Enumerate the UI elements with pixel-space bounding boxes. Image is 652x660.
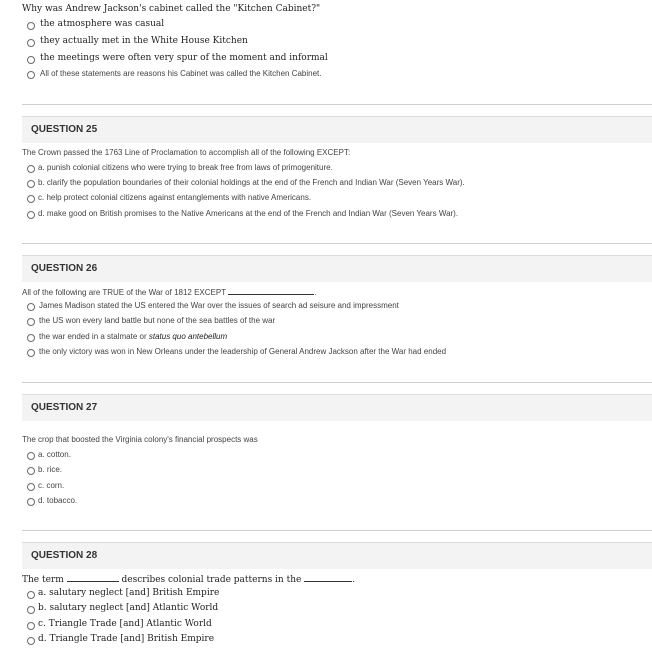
question-prompt xyxy=(22,574,355,585)
radio-button[interactable] xyxy=(27,334,35,342)
question-number: QUESTION 28 xyxy=(31,550,98,561)
option-label[interactable]: a. salutary neglect [and] British Empire xyxy=(38,588,220,598)
option-label[interactable]: d. Triangle Trade [and] British Empire xyxy=(38,634,215,644)
divider xyxy=(22,530,652,531)
divider xyxy=(22,104,652,105)
prompt-text: The term xyxy=(22,575,64,585)
divider xyxy=(22,243,652,244)
radio-button[interactable] xyxy=(27,211,35,219)
option-label[interactable]: c. Triangle Trade [and] Atlantic World xyxy=(38,619,212,629)
prompt-end: . xyxy=(352,575,356,585)
question-prompt: Why was Andrew Jackson's cabinet called the "Kitchen Cabinet?" xyxy=(22,4,321,14)
question-prompt: The Crown passed the 1763 Line of Proclamation to accomplish all of the following EXCEPT: xyxy=(22,148,351,157)
radio-button[interactable] xyxy=(27,22,35,30)
radio-button[interactable] xyxy=(27,165,35,173)
radio-button[interactable] xyxy=(27,349,35,357)
option-label[interactable]: d. tobacco. xyxy=(38,496,78,505)
option-label[interactable]: James Madison stated the US entered the War over the issues of search ad seisure and impressment xyxy=(39,301,399,310)
radio-button[interactable] xyxy=(27,606,35,614)
option-label[interactable]: c. corn. xyxy=(38,481,65,490)
radio-button[interactable] xyxy=(27,452,35,460)
option-label[interactable]: b. clarify the population boundaries of their colonial holdings at the end of the French and Indian War (Seven Years War). xyxy=(38,178,465,187)
question-header xyxy=(22,116,652,143)
option-label[interactable] xyxy=(39,332,227,341)
radio-button[interactable] xyxy=(27,195,35,203)
answer-blank xyxy=(304,574,352,582)
radio-button[interactable] xyxy=(27,591,35,599)
option-italic-text: status quo antebellum xyxy=(148,332,228,341)
option-label[interactable]: the meetings were often very spur of the moment and informal xyxy=(40,53,328,63)
radio-button[interactable] xyxy=(27,467,35,475)
prompt-text: All of the following are TRUE of the War of 1812 EXCEPT xyxy=(22,288,226,297)
question-number: QUESTION 26 xyxy=(31,263,98,274)
option-label[interactable]: the only victory was won in New Orleans under the leadership of General Andrew Jackson after the War had ended xyxy=(39,347,447,356)
radio-button[interactable] xyxy=(27,71,35,79)
option-label[interactable]: b. salutary neglect [and] Atlantic World xyxy=(38,603,219,613)
question-header xyxy=(22,255,652,282)
radio-button[interactable] xyxy=(27,56,35,64)
radio-button[interactable] xyxy=(27,303,35,311)
option-label[interactable]: All of these statements are reasons his Cabinet was called the Kitchen Cabinet. xyxy=(40,69,322,78)
question-header xyxy=(22,394,652,421)
question-prompt: The crop that boosted the Virginia colony's financial prospects was xyxy=(22,435,258,444)
option-label[interactable]: c. help protect colonial citizens against entanglements with native Americans. xyxy=(38,193,312,202)
option-label[interactable]: the US won every land battle but none of the sea battles of the war xyxy=(39,316,276,325)
option-text: the war ended in a stalmate or xyxy=(39,332,147,341)
radio-button[interactable] xyxy=(27,622,35,630)
prompt-end: . xyxy=(314,288,317,297)
answer-blank xyxy=(67,574,119,582)
divider xyxy=(22,382,652,383)
radio-button[interactable] xyxy=(27,637,35,645)
radio-button[interactable] xyxy=(27,318,35,326)
option-label[interactable]: the atmosphere was casual xyxy=(40,19,165,29)
question-header xyxy=(22,542,652,569)
answer-blank xyxy=(228,287,317,297)
option-label[interactable]: a. punish colonial citizens who were trying to break free from laws of primogeniture. xyxy=(38,163,333,172)
radio-button[interactable] xyxy=(27,39,35,47)
prompt-text: describes colonial trade patterns in the xyxy=(121,575,302,585)
radio-button[interactable] xyxy=(27,483,35,491)
radio-button[interactable] xyxy=(27,498,35,506)
option-label[interactable]: a. cotton. xyxy=(38,450,71,459)
option-label[interactable]: b. rice. xyxy=(38,465,63,474)
question-number: QUESTION 27 xyxy=(31,402,98,413)
radio-button[interactable] xyxy=(27,180,35,188)
question-prompt xyxy=(22,287,316,297)
option-label[interactable]: d. make good on British promises to the Native Americans at the end of the French and Indian War (Seven Years War). xyxy=(38,209,459,218)
option-label[interactable]: they actually met in the White House Kitchen xyxy=(40,36,248,46)
question-number: QUESTION 25 xyxy=(31,124,98,135)
